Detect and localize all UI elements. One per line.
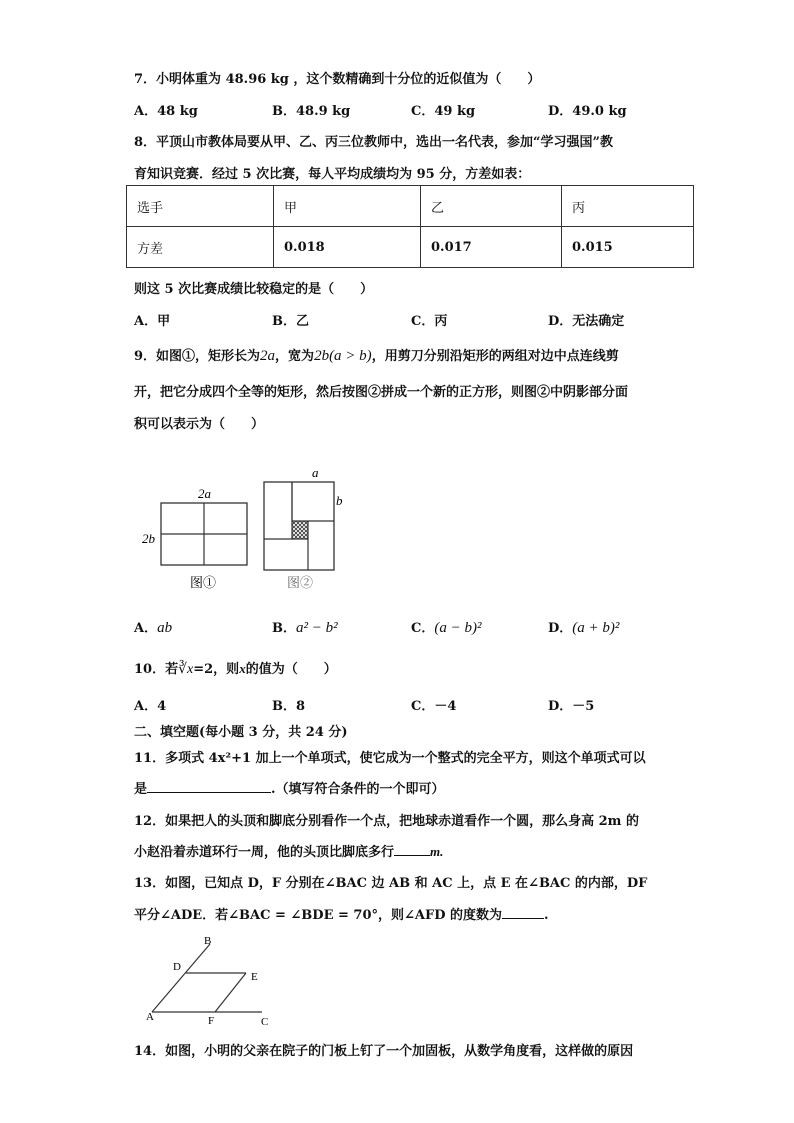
label-b: B: [204, 935, 212, 947]
q10-option-b: B．8: [272, 699, 306, 714]
q8-option-b: B．乙: [272, 314, 309, 329]
q9-option-b-expr: a² − b²: [296, 620, 338, 636]
ray-ab: [152, 944, 210, 1012]
q8-option-a: A．甲: [134, 314, 171, 329]
q8-stem-line2: 育知识竞赛．经过 5 次比赛，每人平均成绩均为 95 分，方差如表：: [134, 167, 531, 182]
q8-option-d: D．无法确定: [548, 314, 625, 329]
q9-option-a-letter: A．: [134, 621, 158, 636]
q7-option-c: C．49 kg: [411, 104, 476, 119]
q11-line2: [134, 778, 445, 797]
label-a: A: [146, 1011, 154, 1023]
q8-stem-line1: 8．平顶山市教体局要从甲、乙、丙三位教师中，选出一名代表，参加“学习强国”教: [134, 135, 614, 150]
fig1-label-2b: 2b: [142, 531, 155, 546]
q9-option-c: [411, 617, 481, 637]
q14-line1: 14．如图，小明的父亲在院子的门板上钉了一个加固板，从数学角度看，这样做的原因: [134, 1044, 634, 1059]
q12-blank: [394, 843, 430, 856]
label-c: C: [261, 1016, 269, 1028]
q7-option-b: B．48.9 kg: [272, 104, 351, 119]
fig2-shaded-square: [292, 521, 308, 539]
q11-blank: [147, 780, 271, 793]
q9-condition: (a > b): [329, 348, 372, 364]
q10-stem-b: =2，则: [193, 662, 240, 677]
table-cell-label: 方差: [127, 227, 274, 268]
q12-line2-b: m.: [430, 844, 444, 859]
fig1-label-2a: 2a: [198, 486, 211, 501]
q8-question: 则这 5 次比赛成绩比较稳定的是（ ）: [134, 282, 374, 297]
table-header-yi: 乙: [421, 186, 562, 227]
variance-table: [126, 185, 694, 268]
q9-figures: [140, 465, 343, 595]
q9-length: 2a: [260, 348, 276, 364]
table-cell-jia: 0.018: [274, 227, 421, 268]
q7-option-d: D．49.0 kg: [548, 104, 627, 119]
q9-option-c-expr: (a − b)²: [434, 620, 482, 636]
q9-option-d-expr: (a + b)²: [572, 620, 620, 636]
table-header-jia: 甲: [274, 186, 421, 227]
q12-line2: [134, 841, 443, 860]
q10-option-d: D．－5: [548, 699, 595, 714]
fig1-caption: 图①: [190, 575, 217, 590]
label-e: E: [251, 971, 258, 983]
q9-line1-a: 9．如图①，矩形长为: [134, 349, 261, 364]
q10-cube-root: ∛x: [178, 662, 194, 677]
q11-line2-a: 是: [134, 782, 148, 797]
segment-ef: [215, 973, 246, 1012]
label-d: D: [173, 961, 181, 973]
q7-stem: 7．小明体重为 48.96 kg ，这个数精确到十分位的近似值为（ ）: [134, 72, 541, 87]
table-cell-bing: 0.015: [562, 227, 694, 268]
q10-option-c: C．－4: [411, 699, 457, 714]
q9-option-b: [272, 617, 338, 637]
q11-line2-b: .（填写符合条件的一个即可）: [271, 782, 445, 797]
q9-option-d: [548, 617, 619, 637]
q9-option-b-letter: B．: [272, 621, 296, 636]
q10-stem-a: 10．若: [134, 662, 179, 677]
fig2-label-b: b: [336, 493, 343, 508]
table-cell-yi: 0.017: [421, 227, 562, 268]
table-row: [127, 227, 694, 268]
q13-figure: [140, 932, 290, 1027]
q13-line1: 13．如图，已知点 D，F 分别在∠BAC 边 AB 和 AC 上，点 E 在∠BAC 的内部，DF: [134, 876, 648, 891]
q10-stem-c: 的值为（ ）: [245, 662, 337, 677]
label-f: F: [208, 1015, 215, 1027]
q12-line1: 12．如果把人的头顶和脚底分别看作一个点，把地球赤道看作一个圆，那么身高 2m 的: [134, 814, 639, 829]
q10-var: x: [239, 661, 246, 676]
fig2-label-a: a: [312, 465, 319, 480]
table-header-player: 选手: [127, 186, 274, 227]
q9-option-c-letter: C．: [411, 621, 435, 636]
q13-line2-b: .: [544, 908, 549, 923]
q9-option-a-expr: ab: [157, 620, 173, 636]
q9-line3: 积可以表示为（ ）: [134, 417, 265, 432]
fig2-caption: 图②: [287, 575, 314, 590]
table-header-bing: 丙: [562, 186, 694, 227]
q13-blank: [502, 906, 544, 919]
q9-width: 2b: [314, 348, 330, 364]
q10-option-a: A．4: [134, 699, 167, 714]
q8-option-c: C．丙: [411, 314, 448, 329]
q13-line2: [134, 904, 549, 923]
q9-line1-c: ，用剪刀分别沿矩形的两组对边中点连线剪: [371, 349, 619, 364]
q9-option-d-letter: D．: [548, 621, 573, 636]
q12-line2-a: 小赵沿着赤道环行一周，他的头顶比脚底多行: [134, 845, 395, 860]
q9-line1-b: ，宽为: [275, 349, 315, 364]
q10-stem: [134, 658, 337, 678]
q9-line1: [134, 345, 619, 365]
q11-line1: 11．多项式 4x²+1 加上一个单项式，使它成为一个整式的完全平方，则这个单项式可以: [134, 751, 646, 766]
table-row: [127, 186, 694, 227]
q9-option-a: [134, 617, 172, 637]
q13-line2-a: 平分∠ADE．若∠BAC = ∠BDE = 70°，则∠AFD 的度数为: [134, 908, 503, 923]
q7-option-a: A．48 kg: [134, 104, 198, 119]
section-heading: 二、填空题(每小题 3 分，共 24 分): [134, 725, 348, 740]
q9-line2: 开，把它分成四个全等的矩形，然后按图②拼成一个新的正方形，则图②中阴影部分面: [134, 385, 629, 400]
